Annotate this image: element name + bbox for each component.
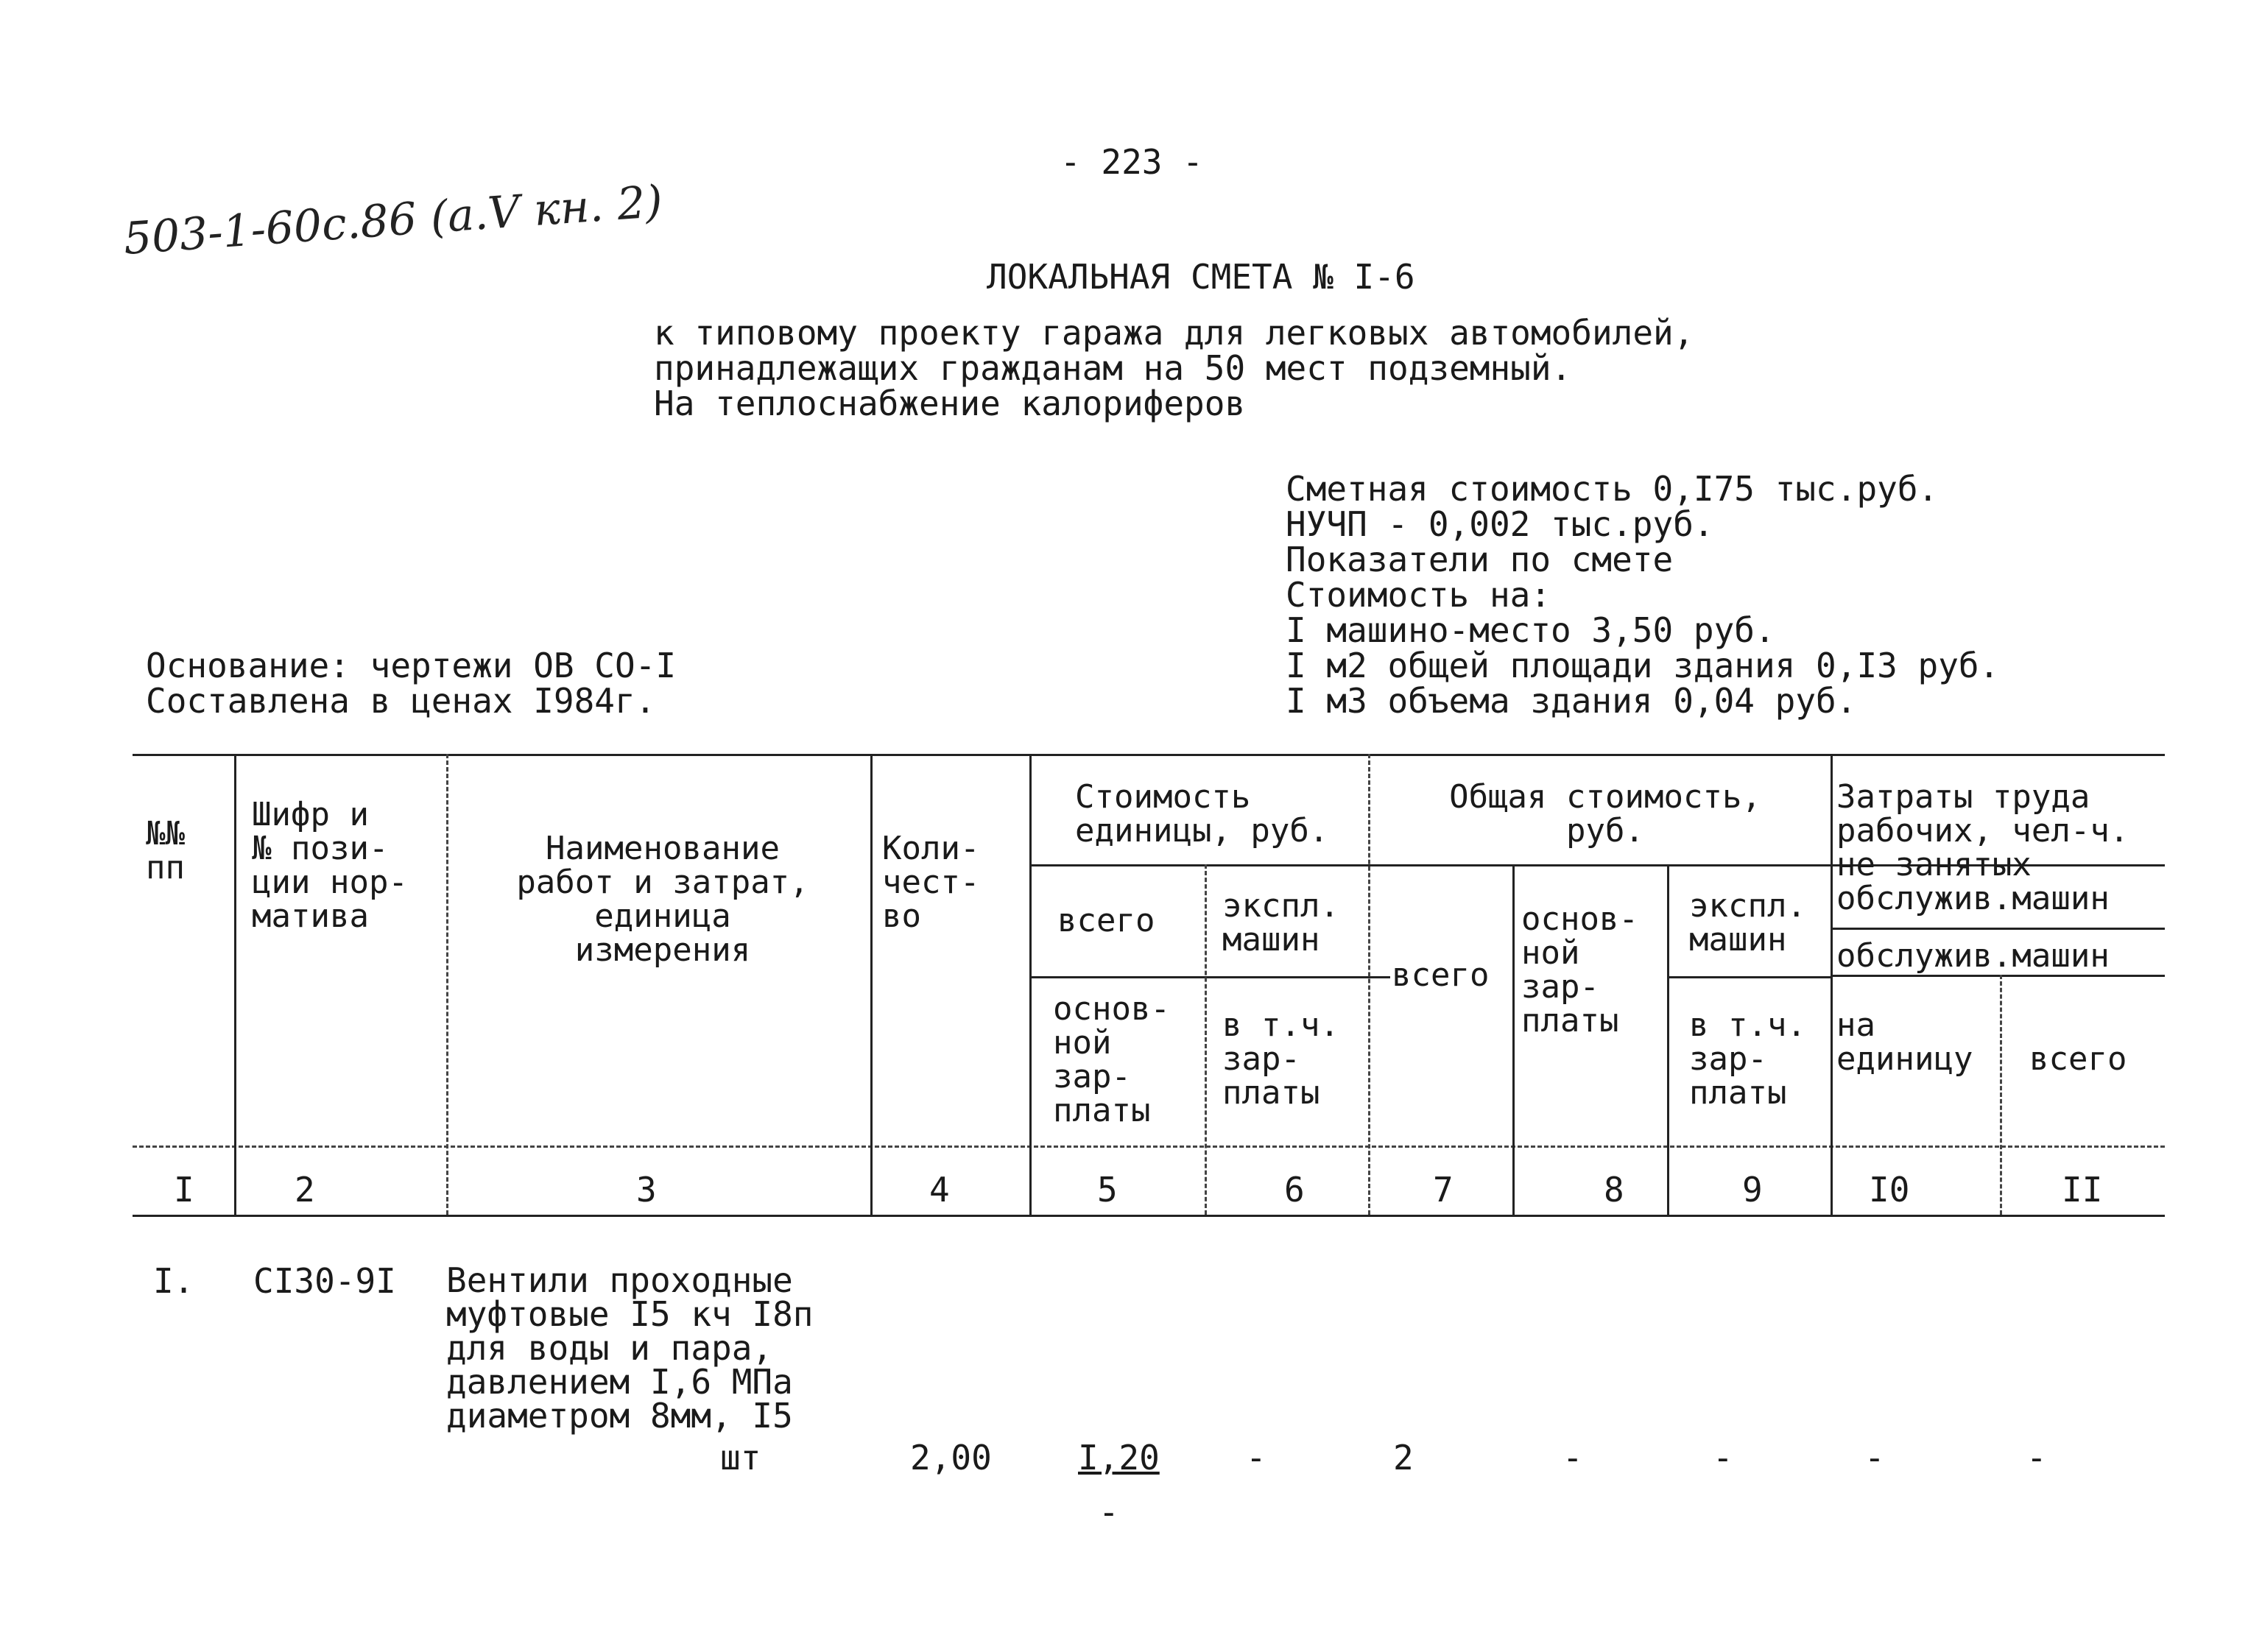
cost-info-line-4: Стоимость на:	[1286, 575, 1551, 615]
column-number: I	[174, 1170, 194, 1210]
row-num: I.	[153, 1261, 194, 1301]
header-qty: Коли- чест- во	[882, 830, 980, 935]
row-qty: 2,00	[910, 1438, 992, 1478]
header-unit-mach: экспл. машин	[1222, 887, 1339, 959]
header-total-mach-wage: в т.ч. зар- платы	[1689, 1006, 1806, 1112]
header-labor: Затраты труда рабочих, чел-ч. не занятых обслужив.машин	[1836, 778, 2129, 917]
header-name: Наименование работ и затрат, единица измерения	[516, 830, 809, 969]
document-title: ЛОКАЛЬНАЯ СМЕТА № I-6	[987, 257, 1415, 297]
header-labor-total: всего	[2029, 1040, 2127, 1078]
cost-info-line-1: Сметная стоимость 0,I75 тыс.руб.	[1286, 469, 1939, 509]
row-unit-total: I,20	[1078, 1438, 1160, 1478]
header-num: №№ пп	[146, 815, 185, 886]
row-unit-wage: -	[1099, 1492, 1119, 1532]
header-code: Шифр и № пози- ции нор- матива	[252, 796, 408, 935]
row-unit: шт	[720, 1438, 761, 1478]
page-number: - 223 -	[1060, 142, 1203, 182]
subtitle-line-2: принадлежащих гражданам на 50 мест подземный.	[654, 348, 1572, 388]
basis-line-2: Составлена в ценах I984г.	[146, 681, 656, 721]
column-number: 8	[1604, 1170, 1624, 1210]
column-number: 2	[295, 1170, 315, 1210]
cost-info-line-7: I м3 объема здания 0,04 руб.	[1286, 681, 1857, 721]
handwritten-note: 503-1-60с.86 (а.V кн. 2)	[121, 175, 665, 265]
header-total-mach: экспл. машин	[1689, 887, 1806, 959]
header-unit-wage: основ- ной зар- платы	[1053, 990, 1170, 1129]
subtitle-line-1: к типовому проекту гаража для легковых автомобилей,	[654, 313, 1694, 353]
column-number: 6	[1284, 1170, 1305, 1210]
header-unit-cost: Стоимость единицы, руб.	[1075, 778, 1329, 850]
cost-info-line-5: I машино-место 3,50 руб.	[1286, 610, 1775, 650]
cost-info-line-6: I м2 общей площади здания 0,I3 руб.	[1286, 646, 2000, 685]
column-number: 3	[636, 1170, 657, 1210]
column-number: 9	[1742, 1170, 1763, 1210]
row-code: CI30-9I	[253, 1261, 396, 1301]
row-total-wage: -	[1562, 1438, 1583, 1478]
row-unit-mach: -	[1246, 1438, 1266, 1478]
column-number: 5	[1097, 1170, 1118, 1210]
row-labor-unit: -	[1864, 1438, 1885, 1478]
row-name: Вентили проходные муфтовые I5 кч I8п для воды и пара, давлением I,6 МПа диаметром 8мм, I5	[446, 1260, 814, 1436]
cost-info-line-2: НУЧП - 0,002 тыс.руб.	[1286, 504, 1714, 544]
row-labor-total: -	[2026, 1438, 2047, 1478]
header-labor-sub: обслужив.машин	[1836, 937, 2110, 975]
row-total-mach: -	[1713, 1438, 1733, 1478]
header-unit-mach-wage: в т.ч. зар- платы	[1222, 1006, 1339, 1112]
header-total-cost: Общая стоимость, руб.	[1449, 778, 1761, 850]
row-total-all: 2	[1393, 1438, 1414, 1478]
subtitle-line-3: На теплоснабжение калориферов	[654, 384, 1246, 423]
column-number: I0	[1869, 1170, 1910, 1210]
cost-info-line-3: Показатели по смете	[1286, 540, 1674, 579]
basis-line-1: Основание: чертежи ОВ СО-I	[146, 646, 677, 685]
column-number: 7	[1433, 1170, 1454, 1210]
header-labor-unit: на единицу	[1836, 1006, 1973, 1078]
header-total-wage: основ- ной зар- платы	[1521, 900, 1638, 1039]
header-unit-total: всего	[1057, 902, 1155, 939]
header-total-all: всего	[1392, 956, 1490, 994]
column-number: II	[2062, 1170, 2103, 1210]
column-number: 4	[929, 1170, 950, 1210]
